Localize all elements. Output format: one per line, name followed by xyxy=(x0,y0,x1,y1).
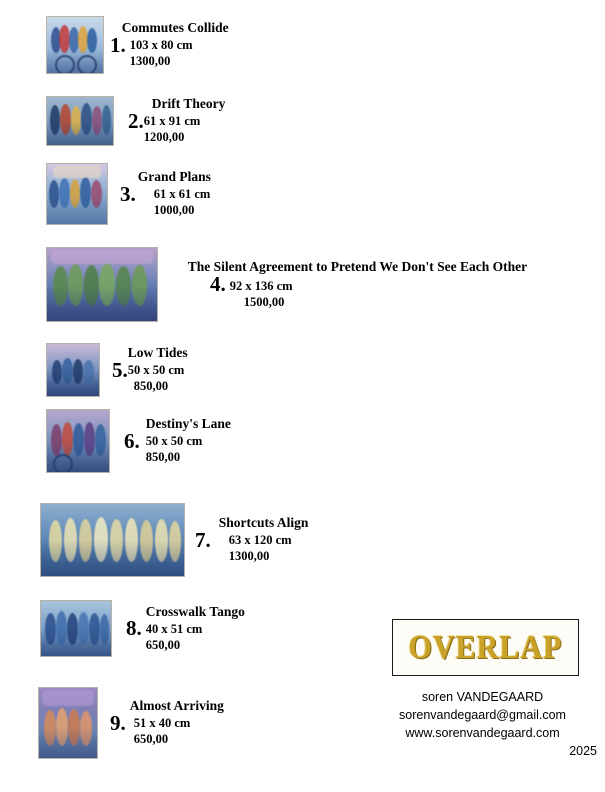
artwork-thumbnail-3 xyxy=(46,163,108,225)
artwork-dimensions-6: 50 x 50 cm xyxy=(145,434,203,449)
artwork-row-7 xyxy=(40,503,308,577)
artwork-row-1 xyxy=(46,16,229,74)
artwork-info-3 xyxy=(137,169,211,218)
artwork-row-2 xyxy=(46,96,225,146)
artwork-dimensions-5: 50 x 50 cm xyxy=(127,363,185,378)
artist-name: soren VANDEGAARD xyxy=(421,690,544,704)
artwork-thumbnail-7 xyxy=(40,503,185,577)
artist-email: sorenvandegaard@gmail.com xyxy=(399,708,566,723)
artwork-row-8 xyxy=(40,600,245,657)
artwork-number-5: 5. xyxy=(112,357,128,382)
artwork-dimensions-1: 103 x 80 cm xyxy=(129,38,193,53)
artwork-title-9: Almost Arriving xyxy=(129,698,224,714)
artwork-price-3: 1000,00 xyxy=(153,203,195,218)
artwork-title-4: The Silent Agreement to Pretend We Don't See Each Other xyxy=(187,258,528,274)
artwork-price-8: 650,00 xyxy=(145,637,181,652)
artwork-price-9: 650,00 xyxy=(133,732,169,747)
copyright-year: 2025 xyxy=(569,744,597,759)
artwork-title-5: Low Tides xyxy=(127,345,188,361)
artwork-thumbnail-6 xyxy=(46,409,110,473)
artwork-thumbnail-9 xyxy=(38,687,98,759)
artwork-number-6: 6. xyxy=(124,428,140,453)
artwork-row-5 xyxy=(46,343,188,397)
artwork-thumbnail-2 xyxy=(46,96,114,146)
artwork-thumbnail-5 xyxy=(46,343,100,397)
artwork-info-2 xyxy=(143,96,226,145)
artwork-number-7: 7. xyxy=(195,527,211,552)
artwork-dimensions-3: 61 x 61 cm xyxy=(153,187,211,202)
artist-website: www.sorenvandegaard.com xyxy=(405,726,560,741)
artwork-info-8 xyxy=(146,604,245,653)
artwork-info-4 xyxy=(187,258,528,310)
artwork-row-9 xyxy=(38,687,224,759)
artwork-thumbnail-8 xyxy=(40,600,112,657)
artwork-price-2: 1200,00 xyxy=(143,130,185,145)
artwork-number-3: 3. xyxy=(120,181,136,206)
contact-block xyxy=(360,688,605,761)
artwork-info-7 xyxy=(215,515,309,564)
logo-text: OVERLAP xyxy=(408,628,563,666)
artwork-number-8: 8. xyxy=(126,616,142,640)
artwork-info-6 xyxy=(144,416,231,465)
artwork-info-5 xyxy=(127,345,188,394)
artwork-dimensions-8: 40 x 51 cm xyxy=(145,621,203,636)
artwork-price-4: 1500,00 xyxy=(243,294,285,309)
artwork-price-7: 1300,00 xyxy=(228,549,270,564)
artwork-dimensions-7: 63 x 120 cm xyxy=(228,533,292,548)
artwork-title-8: Crosswalk Tango xyxy=(145,603,245,619)
artwork-thumbnail-4 xyxy=(46,247,158,322)
artwork-number-9: 9. xyxy=(110,710,126,735)
artwork-row-4 xyxy=(46,247,527,322)
artwork-number-2: 2. xyxy=(128,108,144,133)
artwork-number-4: 4. xyxy=(210,272,226,296)
artwork-info-1 xyxy=(121,20,229,69)
artwork-price-5: 850,00 xyxy=(133,379,169,394)
artwork-price-6: 850,00 xyxy=(145,450,181,465)
artwork-dimensions-2: 61 x 91 cm xyxy=(143,114,201,129)
artwork-row-6 xyxy=(46,409,231,473)
artwork-number-1: 1. xyxy=(110,32,126,57)
artwork-thumbnail-1 xyxy=(46,16,104,74)
artwork-title-3: Grand Plans xyxy=(137,169,211,185)
artwork-price-1: 1300,00 xyxy=(129,54,171,69)
artwork-dimensions-9: 51 x 40 cm xyxy=(133,716,191,731)
artwork-info-9 xyxy=(130,698,224,747)
artwork-title-1: Commutes Collide xyxy=(121,20,229,36)
artwork-title-2: Drift Theory xyxy=(151,96,226,112)
overlap-logo xyxy=(392,619,579,676)
artwork-title-7: Shortcuts Align xyxy=(218,515,309,531)
artwork-title-6: Destiny's Lane xyxy=(145,416,231,432)
artwork-dimensions-4: 92 x 136 cm xyxy=(229,278,293,293)
artwork-row-3 xyxy=(46,163,211,225)
